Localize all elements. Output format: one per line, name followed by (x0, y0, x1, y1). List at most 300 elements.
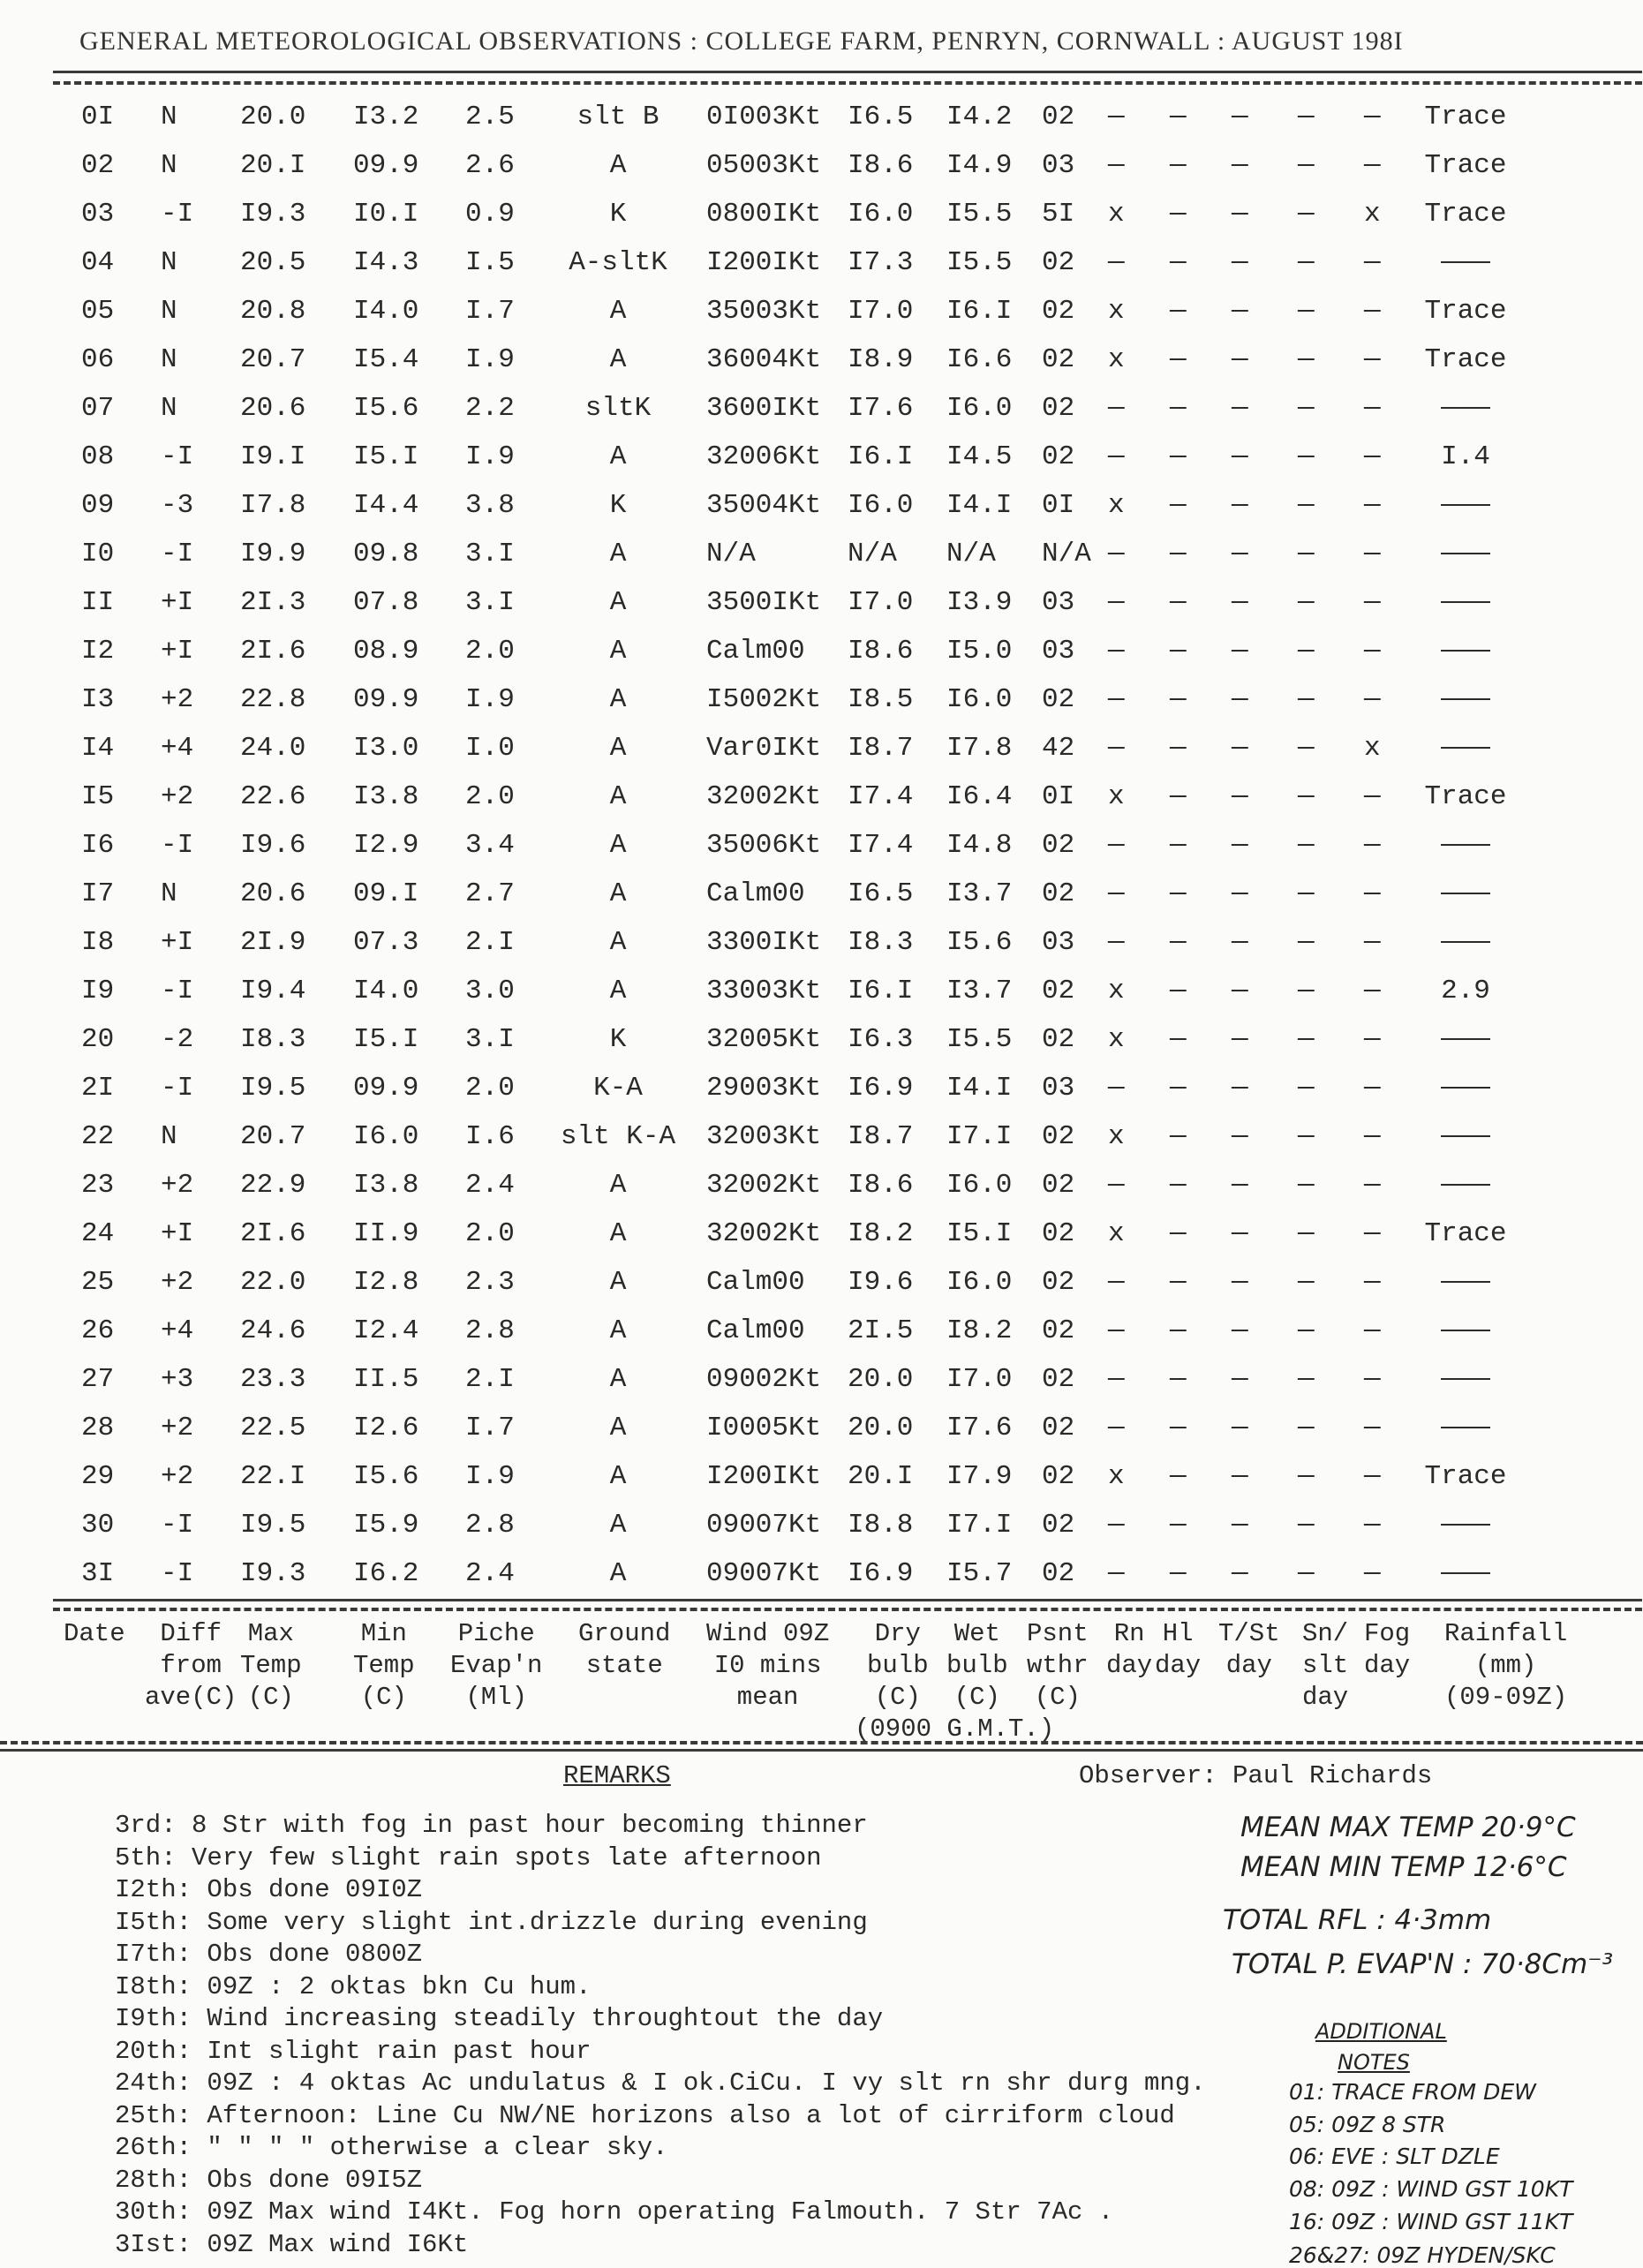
table-row (0, 1066, 1643, 1114)
cell-ts: — (1232, 1558, 1248, 1589)
cell-hl: — (1170, 1364, 1187, 1395)
header-rn: Rn day (1106, 1619, 1153, 1680)
cell-piche: I.7 (465, 296, 515, 327)
remark-line: 30th: 09Z Max wind I4Kt. Fog horn operating Falmouth. 7 Str 7Ac . (115, 2197, 1114, 2227)
cell-ground: A (609, 1170, 627, 1201)
remark-line: 25th: Afternoon: Line Cu NW/NE horizons also a lot of cirriform cloud (115, 2100, 1175, 2130)
header-wet: Wet bulb (C) (946, 1619, 1008, 1712)
top-rule (53, 71, 1642, 73)
cell-dry: I7.3 (848, 247, 914, 278)
cell-diff: -3 (161, 490, 194, 521)
rainfall-value: ——— (1441, 1170, 1490, 1201)
cell-min: I2.8 (353, 1267, 419, 1298)
cell-wind: Calm00 (706, 1267, 805, 1298)
cell-sn: — (1298, 781, 1315, 812)
cell-dry: I6.5 (848, 878, 914, 909)
cell-ts: — (1232, 441, 1248, 472)
cell-min: I4.0 (353, 296, 419, 327)
cell-diff: +2 (161, 781, 194, 812)
cell-piche: I.9 (465, 441, 515, 472)
cell-piche: 3.I (465, 539, 515, 569)
cell-dry: I7.4 (848, 781, 914, 812)
cell-ts: — (1232, 247, 1248, 278)
cell-diff: +4 (161, 733, 194, 764)
total-evaporation: TOTAL P. EVAP'N : 70·8Cm⁻³ (1232, 1948, 1614, 1980)
cell-ts: — (1232, 539, 1248, 569)
cell-ground: A (609, 441, 627, 472)
cell-diff: +I (161, 636, 194, 667)
cell-dry: I7.6 (848, 393, 914, 424)
rainfall-value: ——— (1441, 490, 1490, 521)
cell-ground: sltK (584, 393, 652, 424)
cell-min: I3.2 (353, 102, 419, 132)
cell-ground: A (609, 927, 627, 958)
cell-rn: — (1108, 1364, 1125, 1395)
cell-dry: N/A (848, 539, 897, 569)
rainfall-value: ——— (1441, 1121, 1490, 1152)
cell-fog: — (1364, 150, 1381, 181)
cell-wind: I5002Kt (706, 684, 822, 715)
cell-fog: — (1364, 1315, 1381, 1346)
cell-fog: — (1364, 636, 1381, 667)
cell-min: I2.4 (353, 1315, 419, 1346)
cell-diff: +3 (161, 1364, 194, 1395)
cell-psnt: 02 (1042, 684, 1075, 715)
cell-ground: A (609, 1315, 627, 1346)
cell-sn: — (1298, 1315, 1315, 1346)
cell-diff: +I (161, 1218, 194, 1249)
cell-fog: x (1364, 199, 1381, 230)
table-row (0, 1260, 1643, 1308)
cell-min: 09.9 (353, 150, 419, 181)
cell-piche: 2.I (465, 927, 515, 958)
table-row (0, 289, 1643, 337)
cell-fog: — (1364, 1510, 1381, 1541)
cell-wet: I8.2 (946, 1315, 1013, 1346)
cell-date: 08 (81, 441, 115, 472)
cell-ts: — (1232, 199, 1248, 230)
cell-max: I8.3 (240, 1024, 306, 1055)
cell-min: I6.0 (353, 1121, 419, 1152)
cell-min: I4.0 (353, 976, 419, 1006)
cell-wind: Calm00 (706, 878, 805, 909)
rainfall-value: ——— (1441, 878, 1490, 909)
cell-dry: I6.3 (848, 1024, 914, 1055)
cell-dry: I6.I (848, 976, 914, 1006)
cell-ts: — (1232, 976, 1248, 1006)
header-psnt: Psnt wthr (C) (1027, 1619, 1089, 1712)
cell-psnt: 02 (1042, 441, 1075, 472)
cell-fog: — (1364, 878, 1381, 909)
header-date: Date (64, 1619, 125, 1648)
cell-hl: — (1170, 1267, 1187, 1298)
cell-piche: 3.0 (465, 976, 515, 1006)
table-row (0, 677, 1643, 726)
cell-piche: I.9 (465, 684, 515, 715)
cell-max: 23.3 (240, 1364, 306, 1395)
cell-max: 2I.9 (240, 927, 306, 958)
cell-piche: 2.7 (465, 878, 515, 909)
rainfall-value: ——— (1441, 247, 1490, 278)
cell-ts: — (1232, 684, 1248, 715)
table-row (0, 774, 1643, 823)
mean-max-temp: MEAN MAX TEMP 20·9°C (1240, 1812, 1576, 1843)
cell-rn: — (1108, 1413, 1125, 1443)
table-row (0, 143, 1643, 192)
cell-ground: A (609, 878, 627, 909)
cell-diff: +2 (161, 1413, 194, 1443)
cell-dry: I8.6 (848, 1170, 914, 1201)
cell-sn: — (1298, 199, 1315, 230)
cell-wind: I200IKt (706, 247, 822, 278)
cell-min: 09.9 (353, 1073, 419, 1104)
cell-psnt: 02 (1042, 1121, 1075, 1152)
cell-psnt: 02 (1042, 1170, 1075, 1201)
additional-note: 01: TRACE FROM DEW (1289, 2079, 1536, 2105)
rainfall-value: ——— (1441, 830, 1490, 861)
cell-rn: — (1108, 1170, 1125, 1201)
cell-piche: 2.8 (465, 1510, 515, 1541)
cell-max: I9.5 (240, 1510, 306, 1541)
cell-fog: — (1364, 587, 1381, 618)
cell-ground: K (609, 490, 627, 521)
cell-rn: — (1108, 1558, 1125, 1589)
header-ts: T/St day (1218, 1619, 1280, 1680)
cell-piche: 3.4 (465, 830, 515, 861)
cell-piche: I.9 (465, 1461, 515, 1492)
cell-wind: Calm00 (706, 1315, 805, 1346)
cell-max: I9.5 (240, 1073, 306, 1104)
cell-psnt: 02 (1042, 344, 1075, 375)
header-diff: Diff from ave(C) (145, 1619, 237, 1712)
remark-line: I7th: Obs done 0800Z (115, 1940, 423, 1969)
cell-hl: — (1170, 344, 1187, 375)
cell-psnt: 02 (1042, 1413, 1075, 1443)
cell-hl: — (1170, 1073, 1187, 1104)
cell-fog: — (1364, 1121, 1381, 1152)
additional-note: 06: EVE : SLT DZLE (1289, 2144, 1500, 2169)
cell-wet: I6.0 (946, 1267, 1013, 1298)
cell-ts: — (1232, 927, 1248, 958)
cell-dry: I8.5 (848, 684, 914, 715)
cell-rn: x (1108, 1024, 1125, 1055)
cell-sn: — (1298, 1461, 1315, 1492)
cell-psnt: 03 (1042, 1073, 1075, 1104)
cell-diff: N (161, 1121, 177, 1152)
cell-ground: A (609, 1558, 627, 1589)
cell-rn: x (1108, 199, 1125, 230)
cell-sn: — (1298, 1364, 1315, 1395)
rainfall-value: Trace (1424, 344, 1507, 375)
cell-ts: — (1232, 1073, 1248, 1104)
cell-dry: I6.5 (848, 102, 914, 132)
remark-line: I5th: Some very slight int.drizzle during evening (115, 1907, 868, 1937)
cell-piche: 2.0 (465, 1073, 515, 1104)
cell-fog: — (1364, 781, 1381, 812)
cell-wet: I4.I (946, 490, 1013, 521)
cell-psnt: 02 (1042, 976, 1075, 1006)
cell-psnt: 0I (1042, 781, 1075, 812)
cell-ground: A (609, 587, 627, 618)
cell-rn: — (1108, 684, 1125, 715)
rainfall-value: ——— (1441, 733, 1490, 764)
cell-diff: -I (161, 1558, 194, 1589)
table-row (0, 1163, 1643, 1211)
cell-hl: — (1170, 199, 1187, 230)
cell-wind: N/A (706, 539, 756, 569)
cell-sn: — (1298, 1024, 1315, 1055)
cell-dry: I7.4 (848, 830, 914, 861)
cell-rn: x (1108, 781, 1125, 812)
cell-psnt: N/A (1042, 539, 1091, 569)
cell-min: I5.6 (353, 393, 419, 424)
cell-max: I9.6 (240, 830, 306, 861)
cell-piche: 2.4 (465, 1170, 515, 1201)
cell-dry: I8.2 (848, 1218, 914, 1249)
cell-wind: Var0IKt (706, 733, 822, 764)
cell-wet: I4.2 (946, 102, 1013, 132)
cell-psnt: 02 (1042, 1364, 1075, 1395)
cell-ground: A (609, 781, 627, 812)
remark-line: I9th: Wind increasing steadily throughtout the day (115, 2004, 884, 2033)
cell-date: I4 (81, 733, 115, 764)
cell-ts: — (1232, 830, 1248, 861)
cell-sn: — (1298, 490, 1315, 521)
cell-psnt: 0I (1042, 490, 1075, 521)
cell-ground: A (609, 1413, 627, 1443)
cell-sn: — (1298, 684, 1315, 715)
rainfall-value: ——— (1441, 1364, 1490, 1395)
cell-dry: I6.0 (848, 490, 914, 521)
cell-wind: 32002Kt (706, 781, 822, 812)
remarks-title: REMARKS (563, 1761, 671, 1790)
cell-wet: I6.I (946, 296, 1013, 327)
cell-wind: 32002Kt (706, 1170, 822, 1201)
cell-hl: — (1170, 1315, 1187, 1346)
cell-wet: I6.4 (946, 781, 1013, 812)
cell-min: I2.6 (353, 1413, 419, 1443)
cell-ts: — (1232, 1024, 1248, 1055)
cell-piche: I.6 (465, 1121, 515, 1152)
additional-note: 16: 09Z : WIND GST 11KT (1289, 2209, 1573, 2234)
cell-wet: I6.0 (946, 1170, 1013, 1201)
cell-min: II.5 (353, 1364, 419, 1395)
cell-rn: — (1108, 539, 1125, 569)
cell-piche: 3.I (465, 1024, 515, 1055)
cell-hl: — (1170, 1413, 1187, 1443)
cell-min: 07.3 (353, 927, 419, 958)
cell-date: I3 (81, 684, 115, 715)
cell-psnt: 03 (1042, 587, 1075, 618)
cell-psnt: 02 (1042, 1315, 1075, 1346)
cell-diff: -I (161, 199, 194, 230)
cell-hl: — (1170, 490, 1187, 521)
rainfall-value: ——— (1441, 1510, 1490, 1541)
rainfall-value: Trace (1424, 1461, 1507, 1492)
cell-date: I5 (81, 781, 115, 812)
cell-max: 20.7 (240, 344, 306, 375)
table-row (0, 968, 1643, 1017)
cell-diff: +2 (161, 1267, 194, 1298)
cell-hl: — (1170, 1170, 1187, 1201)
cell-psnt: 02 (1042, 830, 1075, 861)
cell-ts: — (1232, 393, 1248, 424)
cell-rn: x (1108, 296, 1125, 327)
cell-date: 05 (81, 296, 115, 327)
cell-max: 20.8 (240, 296, 306, 327)
cell-piche: 0.9 (465, 199, 515, 230)
cell-psnt: 02 (1042, 247, 1075, 278)
cell-piche: 3.I (465, 587, 515, 618)
table-row (0, 531, 1643, 580)
cell-sn: — (1298, 344, 1315, 375)
remark-line: 26th: " " " " otherwise a clear sky. (115, 2133, 668, 2162)
cell-rn: — (1108, 587, 1125, 618)
cell-psnt: 02 (1042, 102, 1075, 132)
cell-wind: 05003Kt (706, 150, 822, 181)
cell-fog: — (1364, 296, 1381, 327)
cell-hl: — (1170, 1558, 1187, 1589)
cell-wet: I6.0 (946, 684, 1013, 715)
cell-sn: — (1298, 636, 1315, 667)
cell-ground: A (609, 733, 627, 764)
rainfall-value: ——— (1441, 1024, 1490, 1055)
cell-wind: 32003Kt (706, 1121, 822, 1152)
cell-dry: I6.0 (848, 199, 914, 230)
cell-diff: -I (161, 1073, 194, 1104)
cell-max: 24.0 (240, 733, 306, 764)
cell-wet: I4.I (946, 1073, 1013, 1104)
cell-max: 20.7 (240, 1121, 306, 1152)
rainfall-value: Trace (1424, 781, 1507, 812)
cell-max: 22.5 (240, 1413, 306, 1443)
cell-diff: +I (161, 927, 194, 958)
cell-max: 20.6 (240, 878, 306, 909)
cell-date: 02 (81, 150, 115, 181)
cell-wet: I7.8 (946, 733, 1013, 764)
cell-min: I4.3 (353, 247, 419, 278)
cell-wet: I7.I (946, 1510, 1013, 1541)
cell-psnt: 02 (1042, 1267, 1075, 1298)
cell-sn: — (1298, 102, 1315, 132)
cell-ts: — (1232, 490, 1248, 521)
cell-date: I8 (81, 927, 115, 958)
cell-wet: I4.9 (946, 150, 1013, 181)
rainfall-value: ——— (1441, 684, 1490, 715)
header-rain: Rainfall (mm) (09-09Z) (1444, 1619, 1568, 1712)
cell-fog: x (1364, 733, 1381, 764)
cell-piche: 2.I (465, 1364, 515, 1395)
cell-fog: — (1364, 490, 1381, 521)
cell-ground: A (609, 344, 627, 375)
rainfall-value: Trace (1424, 1218, 1507, 1249)
cell-psnt: 02 (1042, 1024, 1075, 1055)
notes-heading: NOTES (1338, 2050, 1410, 2075)
rainfall-value: I.4 (1441, 441, 1490, 472)
cell-max: 24.6 (240, 1315, 306, 1346)
table-row (0, 726, 1643, 774)
cell-wet: I7.0 (946, 1364, 1013, 1395)
rainfall-value: ——— (1441, 1315, 1490, 1346)
cell-fog: — (1364, 393, 1381, 424)
cell-date: I6 (81, 830, 115, 861)
rainfall-value: ——— (1441, 1073, 1490, 1104)
cell-date: 3I (81, 1558, 115, 1589)
cell-hl: — (1170, 1510, 1187, 1541)
table-row (0, 1114, 1643, 1163)
cell-ground: A (609, 1461, 627, 1492)
cell-ts: — (1232, 878, 1248, 909)
cell-diff: -I (161, 830, 194, 861)
cell-min: I5.I (353, 1024, 419, 1055)
cell-ts: — (1232, 102, 1248, 132)
cell-wet: I5.5 (946, 1024, 1013, 1055)
cell-hl: — (1170, 150, 1187, 181)
cell-wet: N/A (946, 539, 996, 569)
cell-wet: I5.5 (946, 247, 1013, 278)
observation-table (0, 94, 1643, 1600)
cell-piche: 3.8 (465, 490, 515, 521)
cell-sn: — (1298, 1218, 1315, 1249)
page-title: GENERAL METEOROLOGICAL OBSERVATIONS : COLLEGE FARM, PENRYN, CORNWALL : AUGUST 198I (79, 26, 1404, 56)
cell-wind: 3600IKt (706, 393, 822, 424)
cell-max: 2I.6 (240, 1218, 306, 1249)
cell-fog: — (1364, 1558, 1381, 1589)
table-row (0, 1405, 1643, 1454)
cell-sn: — (1298, 830, 1315, 861)
cell-hl: — (1170, 441, 1187, 472)
cell-hl: — (1170, 684, 1187, 715)
cell-fog: — (1364, 1364, 1381, 1395)
cell-date: 30 (81, 1510, 115, 1541)
table-row (0, 434, 1643, 483)
table-row (0, 240, 1643, 289)
cell-max: 22.6 (240, 781, 306, 812)
cell-sn: — (1298, 247, 1315, 278)
cell-diff: N (161, 102, 177, 132)
additional-note: 08: 09Z : WIND GST 10KT (1289, 2176, 1573, 2202)
cell-ts: — (1232, 1510, 1248, 1541)
cell-wet: I3.7 (946, 976, 1013, 1006)
cell-min: I5.4 (353, 344, 419, 375)
mean-min-temp: MEAN MIN TEMP 12·6°C (1240, 1851, 1567, 1883)
rainfall-value: ——— (1441, 539, 1490, 569)
cell-wind: 32002Kt (706, 1218, 822, 1249)
cell-rn: x (1108, 344, 1125, 375)
cell-wind: 32006Kt (706, 441, 822, 472)
cell-piche: I.7 (465, 1413, 515, 1443)
cell-rn: x (1108, 976, 1125, 1006)
cell-diff: -I (161, 441, 194, 472)
cell-ts: — (1232, 1461, 1248, 1492)
header-ground: Ground state (578, 1619, 671, 1680)
cell-ground: K-A (593, 1073, 643, 1104)
cell-piche: 2.0 (465, 781, 515, 812)
cell-psnt: 5I (1042, 199, 1075, 230)
header-piche: Piche Evap'n (Ml) (450, 1619, 543, 1712)
cell-diff: +4 (161, 1315, 194, 1346)
cell-piche: I.0 (465, 733, 515, 764)
cell-min: II.9 (353, 1218, 419, 1249)
cell-piche: 2.4 (465, 1558, 515, 1589)
cell-max: 20.6 (240, 393, 306, 424)
cell-psnt: 03 (1042, 636, 1075, 667)
cell-wet: I6.0 (946, 393, 1013, 424)
cell-ground: A (609, 976, 627, 1006)
cell-ts: — (1232, 1315, 1248, 1346)
cell-hl: — (1170, 393, 1187, 424)
cell-fog: — (1364, 1267, 1381, 1298)
